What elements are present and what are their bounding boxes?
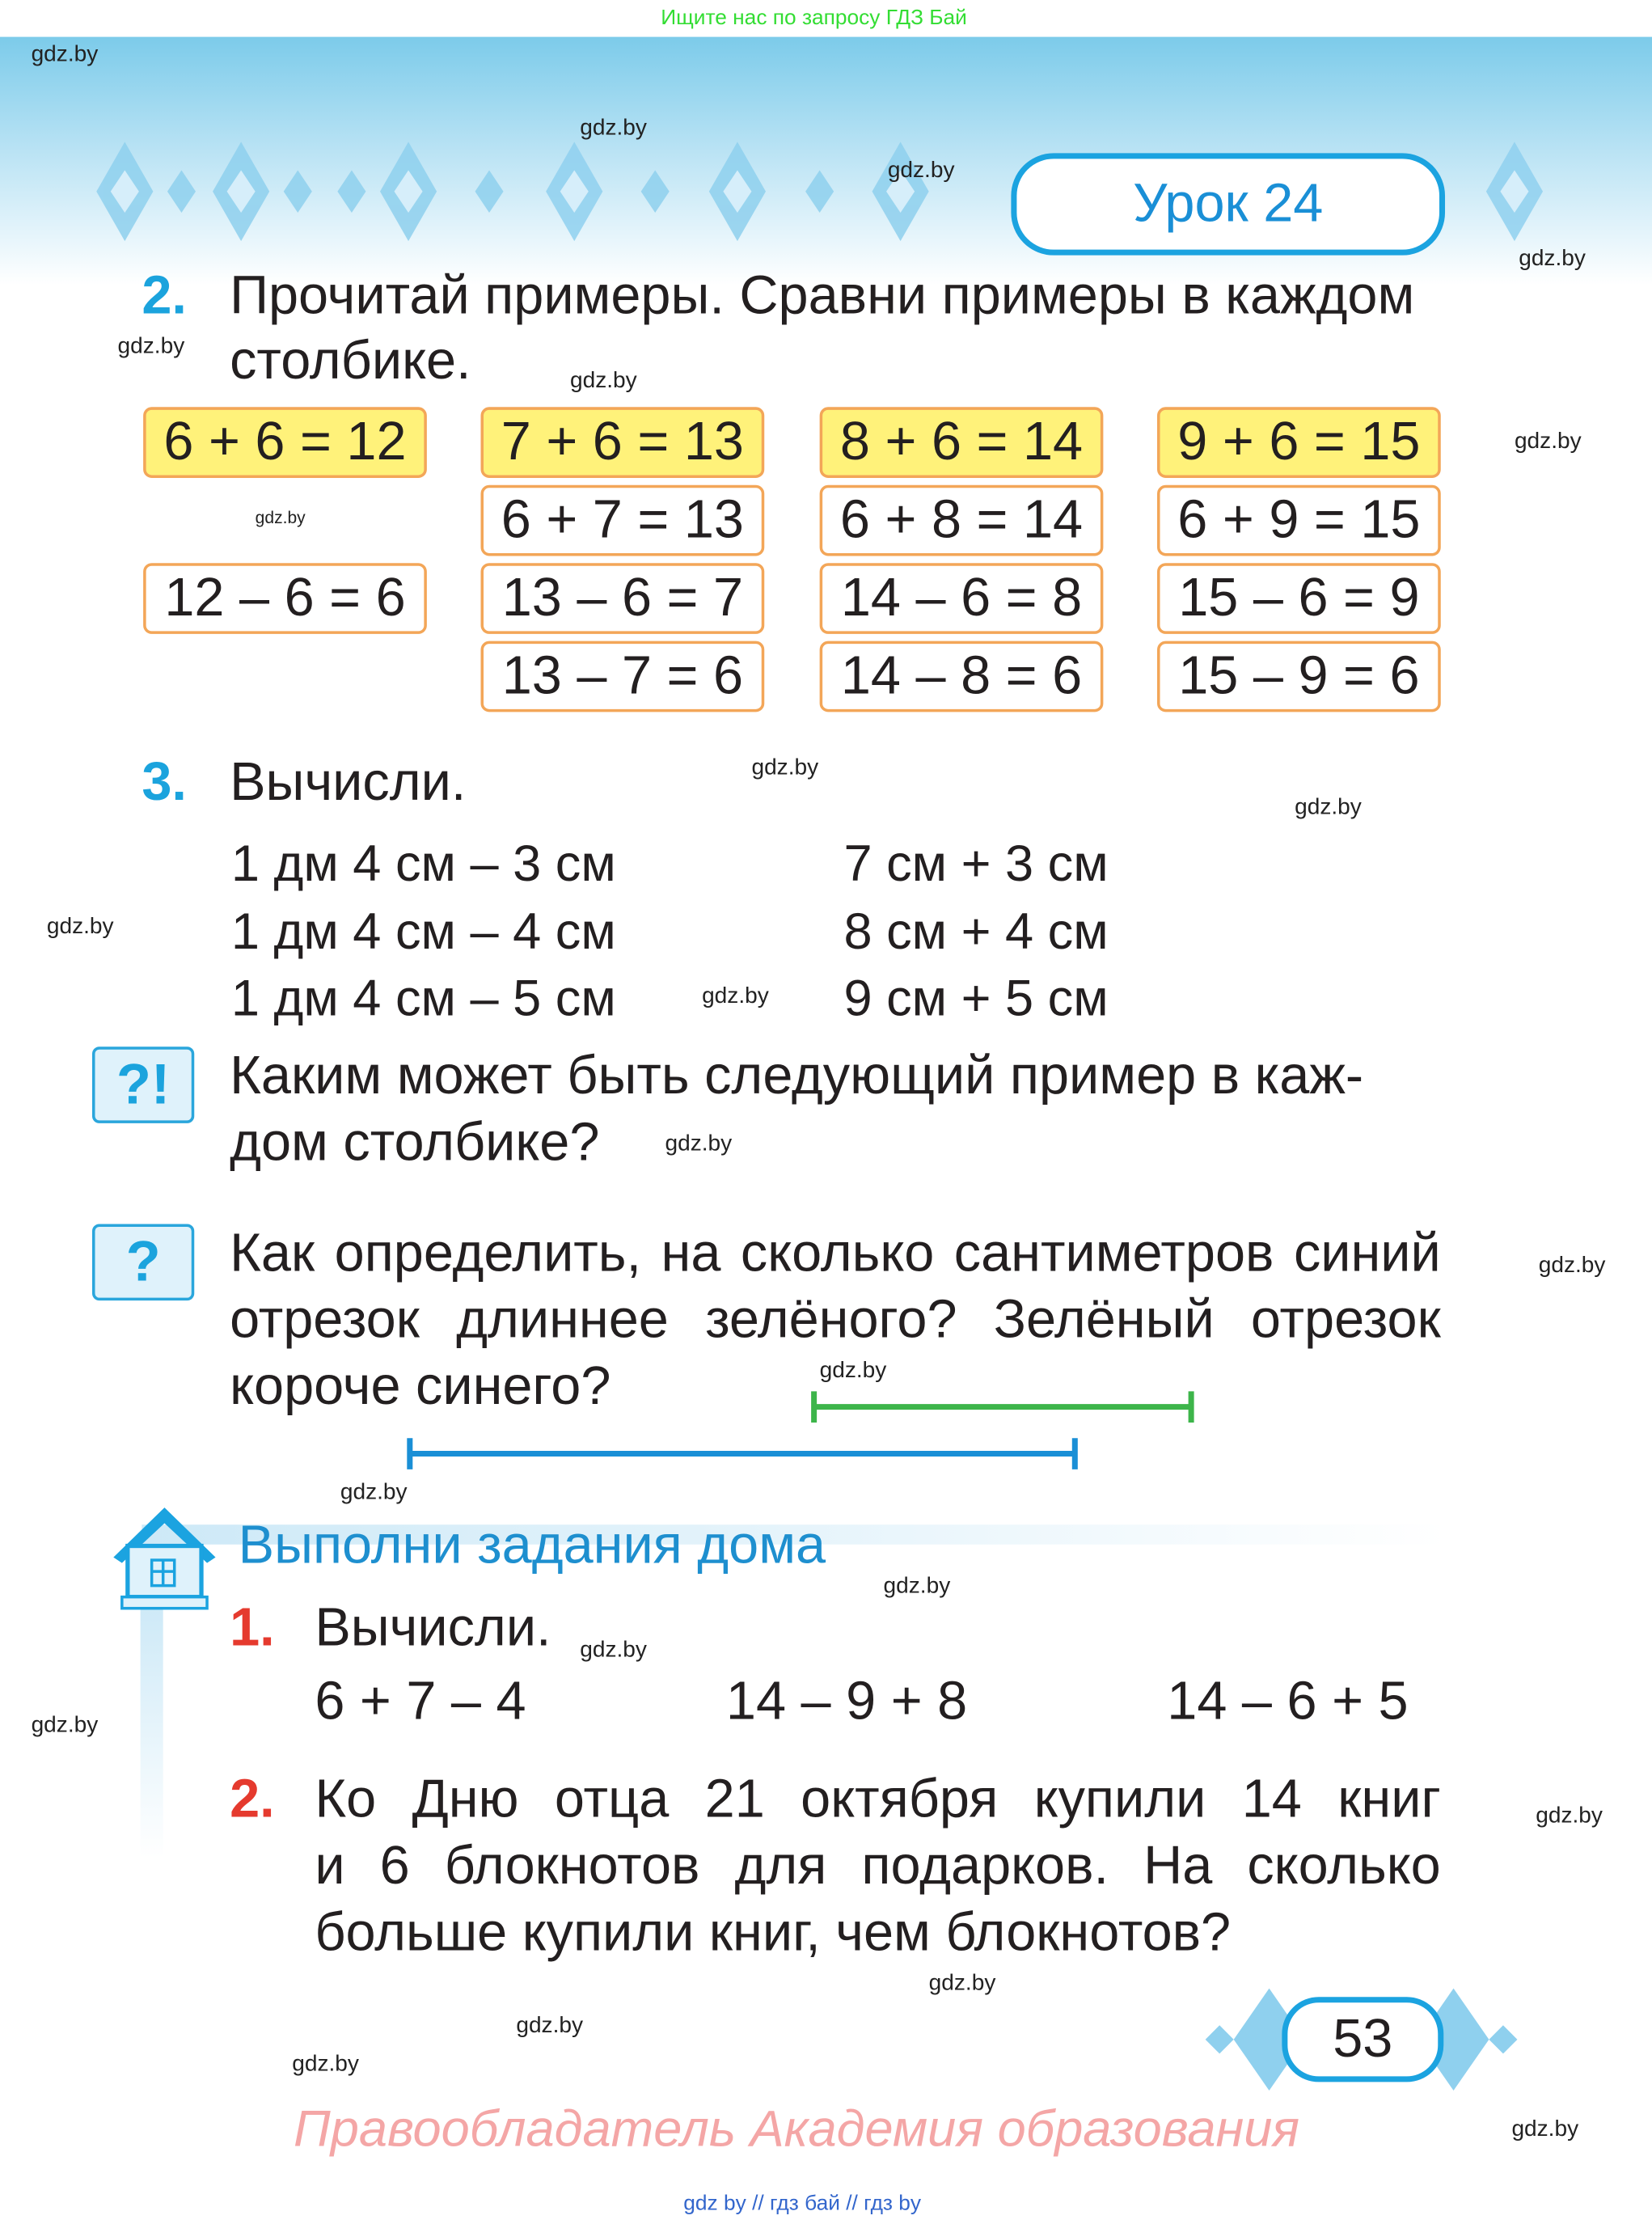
watermark: gdz.by [1536, 1803, 1603, 1829]
calc-item: 7 см + 3 см [843, 834, 1109, 893]
top-banner: Ищите нас по запросу ГДЗ Бай [661, 6, 967, 30]
home-task2-number: 2. [230, 1769, 275, 1830]
home-task2-line1: Ко Дню отца 21 октября купили 14 книг [315, 1769, 1441, 1830]
question-icon: ? [92, 1224, 194, 1300]
home-task2-line3: больше купили книг, чем блокнотов? [315, 1903, 1232, 1964]
expr: 6 + 7 – 4 [315, 1672, 526, 1732]
home-title: Выполни задания дома [238, 1516, 826, 1576]
q1-line1: Каким может быть следующий пример в каж- [230, 1046, 1364, 1106]
q1-line2: дом столбике? [230, 1113, 600, 1173]
q2-line1: Как определить, на сколько сантиметров синий [230, 1224, 1441, 1284]
watermark: gdz.by [31, 1713, 99, 1738]
q2-line2: отрезок длиннее зелёного? Зелёный отрезок [230, 1290, 1441, 1351]
watermark: gdz.by [255, 507, 306, 528]
watermark: gdz.by [580, 1638, 647, 1663]
watermark: gdz.by [751, 755, 819, 780]
calc-item: 1 дм 4 см – 3 см [230, 834, 616, 893]
task2-text-line1: Прочитай примеры. Сравни примеры в каждом [230, 266, 1415, 327]
example-box: 14 – 6 = 8 [820, 563, 1104, 634]
blue-segment [410, 1438, 1075, 1469]
watermark: gdz.by [928, 1971, 996, 1996]
watermark: gdz.by [883, 1574, 951, 1599]
watermark: gdz.by [1511, 2117, 1579, 2142]
expr: 14 – 9 + 8 [725, 1672, 968, 1732]
watermark: gdz.by [887, 159, 955, 184]
question-exclaim-icon: ?! [92, 1046, 194, 1123]
example-box: 13 – 7 = 6 [481, 641, 765, 712]
calc-item: 9 см + 5 см [843, 968, 1109, 1027]
home-task1-number: 1. [230, 1598, 275, 1659]
watermark: gdz.by [1295, 795, 1362, 820]
example-box: 9 + 6 = 15 [1157, 407, 1441, 478]
watermark: gdz.by [665, 1131, 733, 1156]
example-box: 13 – 6 = 7 [481, 563, 765, 634]
task3-number: 3. [142, 753, 187, 813]
example-box: 15 – 9 = 6 [1157, 641, 1441, 712]
green-segment [814, 1391, 1191, 1423]
example-box: 14 – 8 = 6 [820, 641, 1104, 712]
example-box: 15 – 6 = 9 [1157, 563, 1441, 634]
example-box: 6 + 9 = 15 [1157, 485, 1441, 556]
task2-text-line2: столбике. [230, 332, 471, 392]
calc-item: 1 дм 4 см – 4 см [230, 902, 616, 961]
watermark: gdz.by [580, 116, 647, 141]
watermark: gdz.by [819, 1359, 887, 1383]
task2-number: 2. [142, 266, 187, 327]
calc-item: 1 дм 4 см – 5 см [230, 968, 616, 1027]
expr: 14 – 6 + 5 [1167, 1672, 1409, 1732]
home-task1-title: Вычисли. [315, 1598, 551, 1659]
segments-figure [397, 1387, 1206, 1472]
example-box: 6 + 8 = 14 [820, 485, 1104, 556]
example-box: 6 + 6 = 12 [143, 407, 427, 478]
q2-line3: короче синего? [230, 1357, 611, 1417]
example-box: 6 + 7 = 13 [481, 485, 765, 556]
watermark: gdz.by [516, 2014, 584, 2039]
watermark: gdz.by [292, 2052, 359, 2077]
house-icon [108, 1503, 221, 1614]
calc-item: 8 см + 4 см [843, 902, 1109, 961]
footer-links[interactable]: gdz by // гдз бай // гдз by [683, 2191, 922, 2216]
example-box: 7 + 6 = 13 [481, 407, 765, 478]
home-side-bar [141, 1603, 163, 1858]
page-number: 53 [1282, 1997, 1443, 2082]
lesson-badge: Урок 24 [1011, 153, 1445, 255]
watermark: gdz.by [117, 334, 185, 359]
copyright-watermark: Правообладатель Академия образования [294, 2099, 1300, 2158]
watermark: gdz.by [1519, 247, 1586, 271]
home-task2-line2: и 6 блокнотов для подарков. На сколько [315, 1837, 1441, 1896]
watermark: gdz.by [340, 1480, 408, 1505]
watermark: gdz.by [1514, 429, 1582, 455]
example-box: 8 + 6 = 14 [820, 407, 1104, 478]
watermark: gdz.by [702, 984, 769, 1008]
watermark: gdz.by [1538, 1254, 1606, 1279]
task3-title: Вычисли. [230, 753, 467, 813]
watermark: gdz.by [31, 42, 99, 67]
watermark: gdz.by [46, 915, 114, 939]
watermark: gdz.by [569, 368, 637, 393]
example-box: 12 – 6 = 6 [143, 563, 427, 634]
